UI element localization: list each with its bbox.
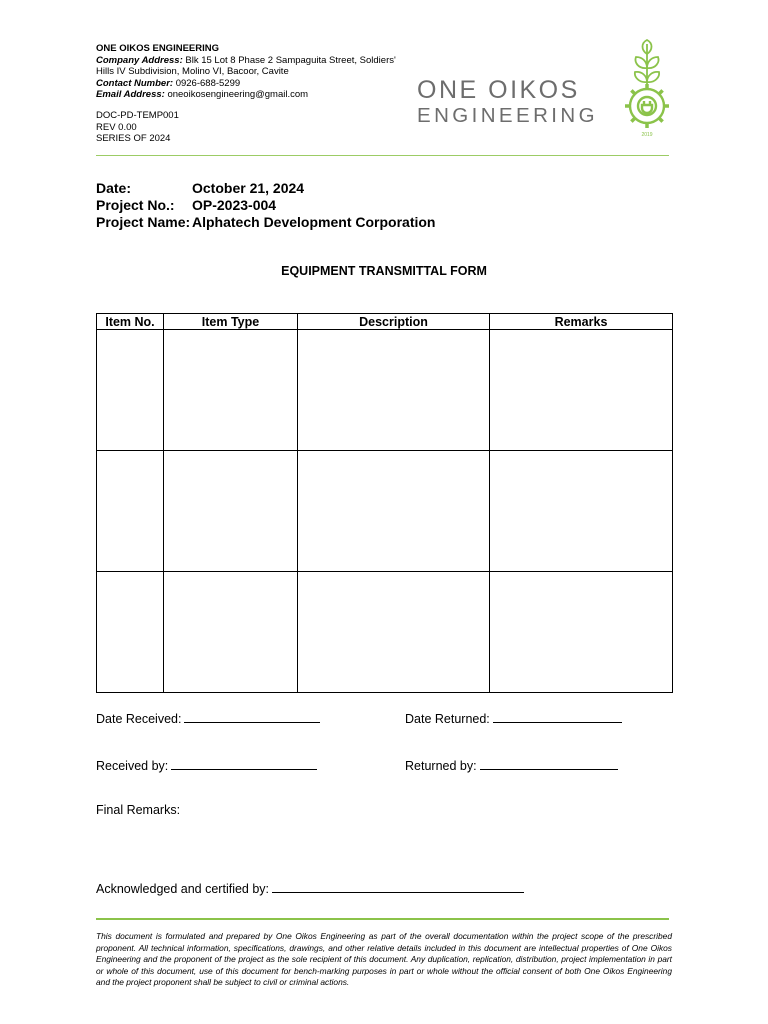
company-info	[96, 43, 406, 101]
sprout-icon	[635, 40, 659, 88]
project-date-label: Date:	[96, 180, 132, 196]
contact-number-label: Contact Number:	[96, 77, 174, 89]
company-logo	[412, 38, 674, 138]
table-row	[97, 572, 673, 693]
equipment-table	[96, 313, 673, 693]
project-number-value: OP-2023-004	[192, 197, 277, 213]
table-cell-remarks[interactable]	[490, 451, 673, 572]
footer-divider	[96, 918, 669, 920]
final-remarks-label: Final Remarks:	[96, 803, 181, 817]
table-cell-item-type[interactable]	[164, 330, 298, 451]
email-address-label: Email Address:	[96, 89, 165, 101]
company-address-label: Company Address:	[96, 54, 183, 66]
date-returned-field	[405, 710, 622, 726]
contact-number-value: 0926-688-5299	[175, 77, 241, 89]
final-remarks-field	[96, 803, 180, 817]
contact-number	[96, 78, 406, 90]
email-address	[96, 89, 406, 101]
email-address-value: oneoikosengineering@gmail.com	[167, 89, 309, 101]
table-cell-item-no[interactable]	[97, 572, 164, 693]
table-cell-item-type[interactable]	[164, 572, 298, 693]
project-name-row	[96, 214, 435, 231]
date-received-blank[interactable]	[184, 710, 320, 723]
date-received-field	[96, 710, 320, 726]
project-date-value: October 21, 2024	[192, 180, 305, 196]
returned-by-blank[interactable]	[480, 757, 618, 770]
table-row	[97, 451, 673, 572]
acknowledged-label: Acknowledged and certified by:	[96, 882, 270, 896]
date-returned-blank[interactable]	[493, 710, 622, 723]
column-header-item-type: Item Type	[164, 314, 298, 330]
received-by-label: Received by:	[96, 759, 169, 773]
column-header-description: Description	[298, 314, 490, 330]
document-series: SERIES OF 2024	[96, 133, 171, 145]
project-date-row	[96, 180, 435, 197]
returned-by-field	[405, 757, 618, 773]
project-details	[96, 180, 435, 231]
acknowledged-field	[96, 880, 524, 896]
disclaimer-text: This document is formulated and prepared by One Oikos Engineering as part of the overall documentation within the project scope of the prescribed proponent. All technical information, specifications, drawings, and other relative details included in this document are intellectual properties of One Oikos Engineering and the proponent of the project as the sole recipient of this document. Any duplication, replication, distribution, project implementation in part or whole of this document, use of this document for bench-marking purposes in part or whole without the official consent of both One Oikos Engineering and the project proponent shall be subject to civil or criminal actions.	[96, 931, 672, 987]
acknowledged-signature-blank[interactable]	[272, 880, 524, 893]
received-by-blank[interactable]	[171, 757, 317, 770]
company-address-value: Blk 15 Lot 8 Phase 2 Sampaguita Street, Soldiers' Hills IV Subdivision, Molino VI, Bacoor, Cavite	[96, 54, 396, 78]
logo-year: 2019	[641, 132, 653, 138]
table-cell-item-type[interactable]	[164, 451, 298, 572]
received-by-field	[96, 757, 317, 773]
table-cell-remarks[interactable]	[490, 330, 673, 451]
table-cell-description[interactable]	[298, 330, 490, 451]
column-header-item-no: Item No.	[97, 314, 164, 330]
column-header-remarks: Remarks	[490, 314, 673, 330]
document-code: DOC-PD-TEMP001	[96, 110, 179, 121]
table-header-row	[97, 314, 673, 330]
logo-text-engineering: ENGINEERING	[417, 104, 598, 127]
form-title: EQUIPMENT TRANSMITTAL FORM	[281, 264, 487, 278]
document-revision: REV 0.00	[96, 121, 137, 133]
document-info	[96, 110, 179, 145]
returned-by-label: Returned by:	[405, 759, 477, 773]
project-number-row	[96, 197, 435, 214]
header-divider	[96, 155, 669, 156]
date-returned-label: Date Returned:	[405, 712, 490, 726]
company-address	[96, 55, 406, 78]
gear-plug-icon	[625, 84, 669, 128]
company-name: ONE OIKOS ENGINEERING	[96, 43, 219, 54]
table-cell-item-no[interactable]	[97, 451, 164, 572]
table-cell-description[interactable]	[298, 451, 490, 572]
project-number-label: Project No.:	[96, 197, 175, 213]
table-cell-remarks[interactable]	[490, 572, 673, 693]
table-cell-description[interactable]	[298, 572, 490, 693]
date-received-label: Date Received:	[96, 712, 182, 726]
table-cell-item-no[interactable]	[97, 330, 164, 451]
logo-text-one-oikos: ONE OIKOS	[417, 76, 580, 104]
table-row	[97, 330, 673, 451]
project-name-value: Alphatech Development Corporation	[192, 214, 436, 230]
project-name-label: Project Name:	[96, 214, 191, 230]
